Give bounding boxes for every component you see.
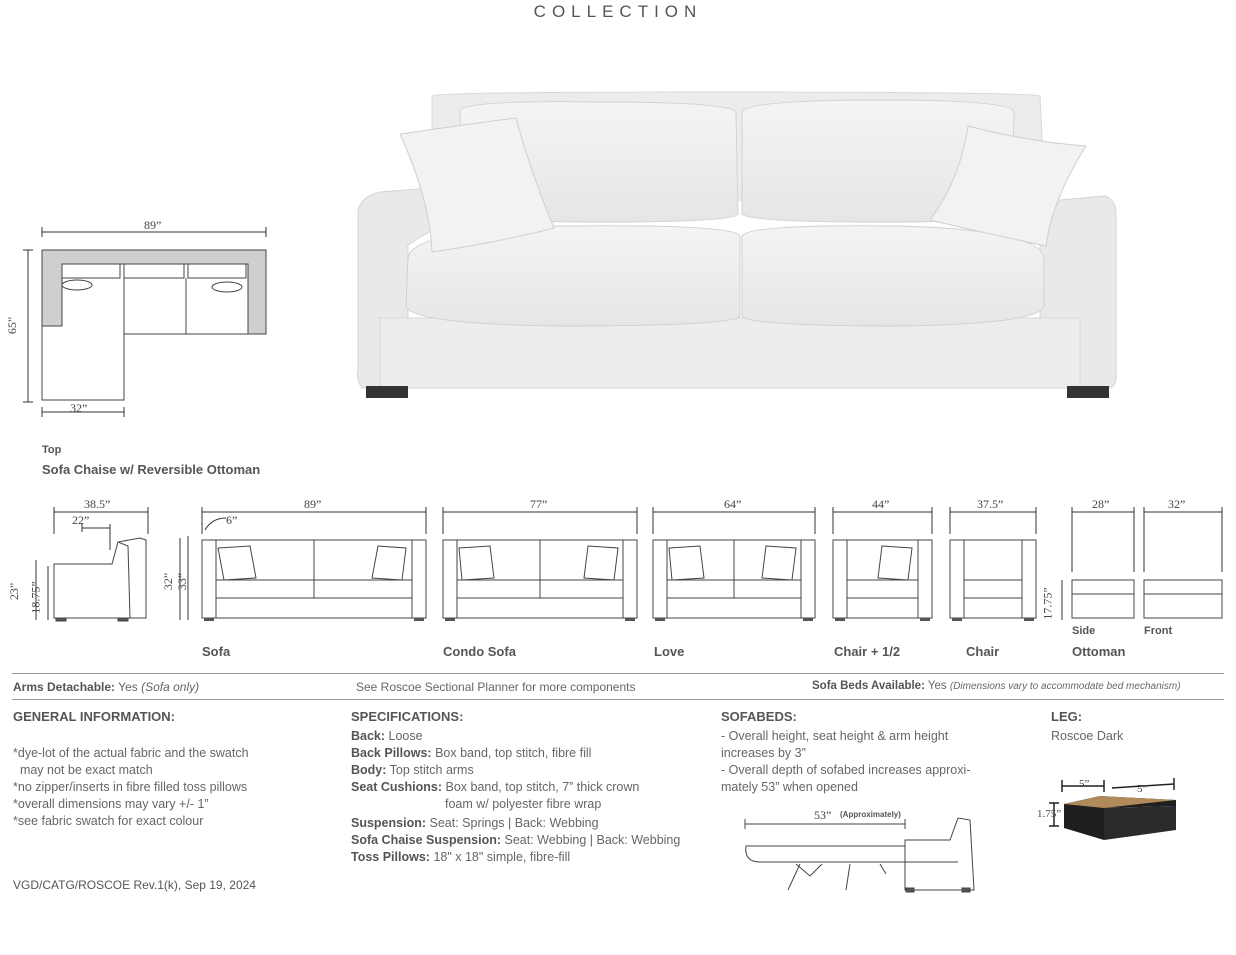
sofabed-open-depth-note: (Approximately): [840, 810, 901, 819]
ottoman-front-label: Front: [1144, 625, 1173, 637]
ottoman-height-label: 17.75”: [1040, 587, 1055, 620]
leg-heading: LEG:: [1051, 709, 1083, 724]
ottoman-side-label: Side: [1072, 625, 1096, 637]
side-overall-height-label: 33”: [175, 572, 190, 591]
side-back-height-label: 32”: [161, 572, 176, 591]
ottoman-side-width-label: 28”: [1092, 497, 1110, 511]
side-seat-depth-label: 22”: [72, 513, 90, 527]
ottoman-front-width-label: 32”: [1168, 497, 1186, 511]
leg-height: 1.75”: [1037, 808, 1062, 820]
top-depth-label: 65”: [5, 316, 20, 335]
chair-width-label: 37.5”: [977, 497, 1004, 511]
leg-dim-a: 5”: [1079, 778, 1090, 790]
document-reference: VGD/CATG/ROSCOE Rev.1(k), Sep 19, 2024: [13, 878, 256, 892]
sofabeds-heading: SOFABEDS:: [721, 709, 797, 724]
condo-width-label: 77”: [530, 497, 548, 511]
side-depth-label: 38.5”: [84, 497, 111, 511]
config-label-sofa: Sofa: [202, 644, 231, 659]
config-label-love: Love: [654, 644, 685, 659]
config-label-chair: Chair: [966, 644, 1000, 659]
side-seat-height-label: 18.75”: [28, 581, 43, 614]
love-width-label: 64”: [724, 497, 742, 511]
config-label-chair-half: Chair + 1/2: [834, 644, 901, 659]
specs-list: Back: Loose Back Pillows: Box band, top stitch, fibre fill Body: Top stitch arms Seat Cushions: Box band, top stitch, 7” thick crown foam w/ polyester fibre wrap Suspension: Seat: Springs | Back: Webbing Sofa Chaise Suspension: Seat: Webbing | Back: Webbing Toss Pillows: 18" x 18" simple, fibre-fill: [351, 729, 681, 864]
general-heading: GENERAL INFORMATION:: [13, 709, 176, 724]
top-width-label: 89”: [144, 218, 162, 232]
specs-heading: SPECIFICATIONS:: [351, 709, 464, 724]
top-view-title: Sofa Chaise w/ Reversible Ottoman: [42, 462, 261, 477]
config-label-condo: Condo Sofa: [443, 644, 516, 659]
collection-heading: COLLECTION: [533, 2, 703, 21]
sofabeds-text: - Overall height, seat height & arm height increases by 3” - Overall depth of sofabed increases approxi- mately 53” when opened: [721, 729, 971, 794]
arms-detachable: Arms Detachable: Yes (Sofa only): [13, 680, 200, 694]
leg-name: Roscoe Dark: [1051, 729, 1124, 743]
config-label-ottoman: Ottoman: [1072, 644, 1126, 659]
side-arm-height-label: 23”: [7, 582, 22, 601]
planner-note: See Roscoe Sectional Planner for more components: [356, 680, 636, 694]
sofa-width-label: 89”: [304, 497, 322, 511]
arm-width-label: 6”: [226, 513, 238, 527]
general-text: *dye-lot of the actual fabric and the swatch may not be exact match *no zipper/inserts in fibre filled toss pillows *overall dimensions may vary +/- 1” *see fabric swatch for exact colour: [13, 746, 249, 828]
sofabeds-available: Sofa Beds Available: Yes (Dimensions vary to accommodate bed mechanism): [812, 680, 1181, 692]
chaise-width-label: 32”: [70, 401, 88, 415]
sofabed-open-depth: 53”: [814, 808, 832, 822]
top-view-label: Top: [42, 444, 62, 456]
leg-dim-b: 5”: [1137, 783, 1148, 795]
chair-half-width-label: 44”: [872, 497, 890, 511]
